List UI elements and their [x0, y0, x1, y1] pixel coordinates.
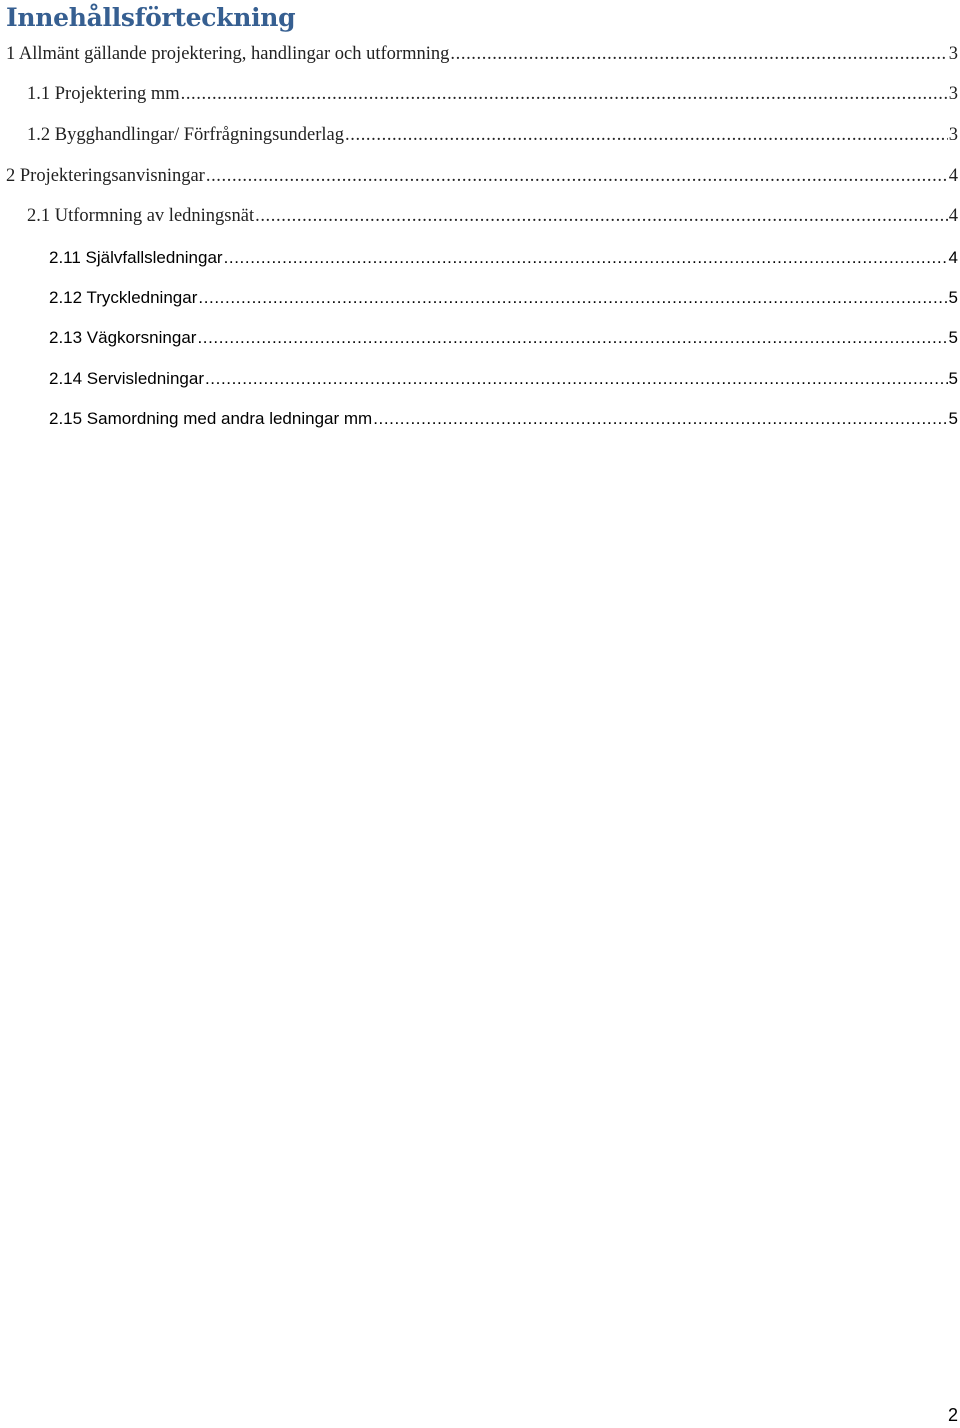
toc-entry-page: 5: [948, 369, 958, 388]
toc-entry-1-2[interactable]: [27, 120, 960, 146]
toc-entry-2-14[interactable]: [49, 363, 960, 389]
toc-entry-page: 3: [948, 44, 958, 64]
toc-dot-leader: [450, 44, 947, 65]
toc-dot-leader: [198, 288, 947, 308]
toc-entry-page: 4: [948, 248, 958, 267]
toc-title: Innehållsförteckning: [6, 3, 296, 32]
toc-entry-text: 2.14 Servisledningar: [49, 369, 204, 388]
toc-entry-text: 2 Projekteringsanvisningar: [6, 166, 205, 186]
toc-entry-page: 5: [948, 328, 958, 347]
toc-entry-1[interactable]: [6, 39, 960, 65]
toc-dot-leader: [197, 328, 947, 348]
toc-entry-text: 2.11 Självfallsledningar: [49, 248, 223, 267]
toc-dot-leader: [206, 166, 948, 187]
toc-dot-leader: [373, 409, 947, 429]
toc-entry-page: 5: [948, 288, 958, 307]
toc-entry-2-15[interactable]: [49, 403, 960, 429]
toc-entry-page: 3: [948, 84, 958, 104]
toc-entry-page: 4: [948, 206, 958, 226]
toc-entry-2-11[interactable]: [49, 242, 960, 268]
toc-entry-page: 4: [948, 166, 958, 186]
toc-dot-leader: [345, 125, 948, 146]
toc-entry-text: 1.2 Bygghandlingar/ Förfrågningsunderlag: [27, 125, 345, 145]
toc-entry-text: 2.1 Utformning av ledningsnät: [27, 206, 255, 226]
toc-entry-1-1[interactable]: [27, 79, 960, 105]
toc-entry-page: 5: [948, 409, 958, 428]
toc-dot-leader: [205, 369, 948, 389]
toc-entry-text: 2.15 Samordning med andra ledningar mm: [49, 409, 373, 428]
toc-entry-text: 2.12 Tryckledningar: [49, 288, 198, 307]
toc-dot-leader: [181, 84, 948, 105]
toc-entry-text: 2.13 Vägkorsningar: [49, 328, 197, 347]
toc-entry-page: 3: [948, 125, 958, 145]
toc-entry-2-1[interactable]: [27, 201, 960, 227]
toc-entry-2[interactable]: [6, 161, 960, 187]
toc-entry-text: 1.1 Projektering mm: [27, 84, 180, 104]
toc-dot-leader: [224, 248, 948, 268]
toc-dot-leader: [255, 206, 948, 227]
toc-entry-text: 1 Allmänt gällande projektering, handlingar och utformning: [6, 44, 450, 64]
toc-entry-2-12[interactable]: [49, 282, 960, 308]
page-number: 2: [947, 1405, 958, 1425]
toc-entry-2-13[interactable]: [49, 322, 960, 348]
